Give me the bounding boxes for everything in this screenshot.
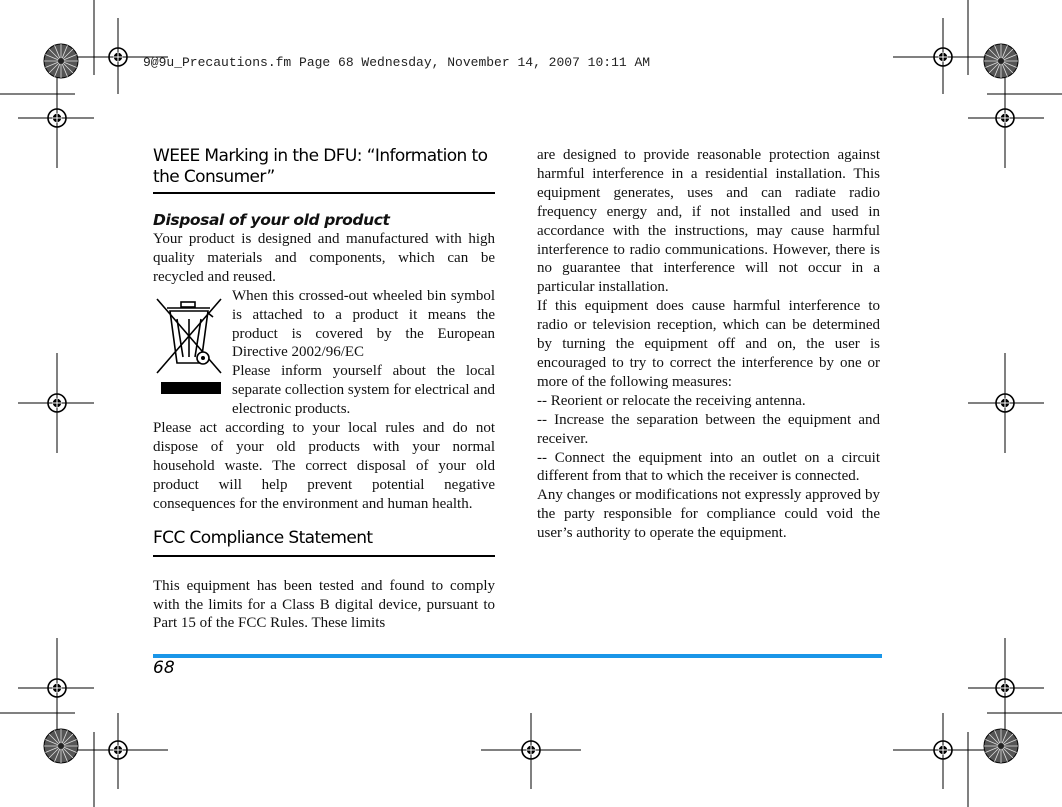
- footer-rule: [153, 654, 882, 658]
- weee-intro-paragraph: Your product is designed and manufactured with high quality materials and components, which can be recycled and reused.: [153, 231, 495, 285]
- fcc-paragraph-1-continued: are designed to provide reasonable protection against harmful interference in a residential installation. This equipment generates, uses and can radiate radio frequency energy and, if not installed and used in accordance with the instructions, may cause harmful interference to radio communications. However, there is no guarantee that interference will not occur in a particular installation.: [537, 147, 880, 296]
- fcc-paragraph-3: Any changes or modifications not expressly approved by the party responsible for compliance could void the user’s authority to operate the equipment.: [537, 487, 880, 542]
- weee-local-collection-paragraph: Please inform yourself about the local separate collection system for electrical and electronic products.: [232, 363, 495, 418]
- fcc-paragraph-1: This equipment has been tested and found to comply with the limits for a Class B digital device, pursuant to Part 15 of the FCC Rules. These limits: [153, 577, 495, 632]
- page-number: 68: [153, 658, 175, 678]
- weee-symbol-paragraph: When this crossed-out wheeled bin symbol is attached to a product it means the product is covered by the European Directive 2002/96/EC: [232, 287, 495, 361]
- left-column: [153, 146, 495, 633]
- weee-heading: WEEE Marking in the DFU: “Information to the Consumer”: [153, 146, 488, 187]
- fcc-measure-2: -- Increase the separation between the equipment and receiver.: [537, 411, 880, 447]
- fcc-heading-block: [153, 528, 495, 557]
- weee-symbol-block: [153, 287, 495, 419]
- print-header: 9@9u_Precautions.fm Page 68 Wednesday, November 14, 2007 10:11 AM: [143, 55, 651, 70]
- fcc-measure-1: -- Reorient or relocate the receiving antenna.: [537, 392, 806, 409]
- weee-heading-block: [153, 146, 495, 194]
- weee-closing-paragraph: Please act according to your local rules and do not dispose of your old products with your normal household waste. The correct disposal of your old product will help prevent potential negative consequences for the environment and human health.: [153, 420, 495, 512]
- fcc-heading: FCC Compliance Statement: [153, 527, 373, 548]
- fcc-paragraph-2: If this equipment does cause harmful interference to radio or television reception, which can be determined by turning the equipment off and on, the user is encouraged to try to correct the interference by one or more of the following measures:: [537, 298, 880, 390]
- fcc-measure-3: -- Connect the equipment into an outlet on a circuit different from that to which the receiver is connected.: [537, 449, 880, 485]
- right-column: [537, 146, 880, 543]
- weee-symbol-text: [232, 287, 495, 419]
- crossed-out-wheeled-bin-icon: [153, 291, 225, 401]
- disposal-subheading: Disposal of your old product: [153, 211, 390, 229]
